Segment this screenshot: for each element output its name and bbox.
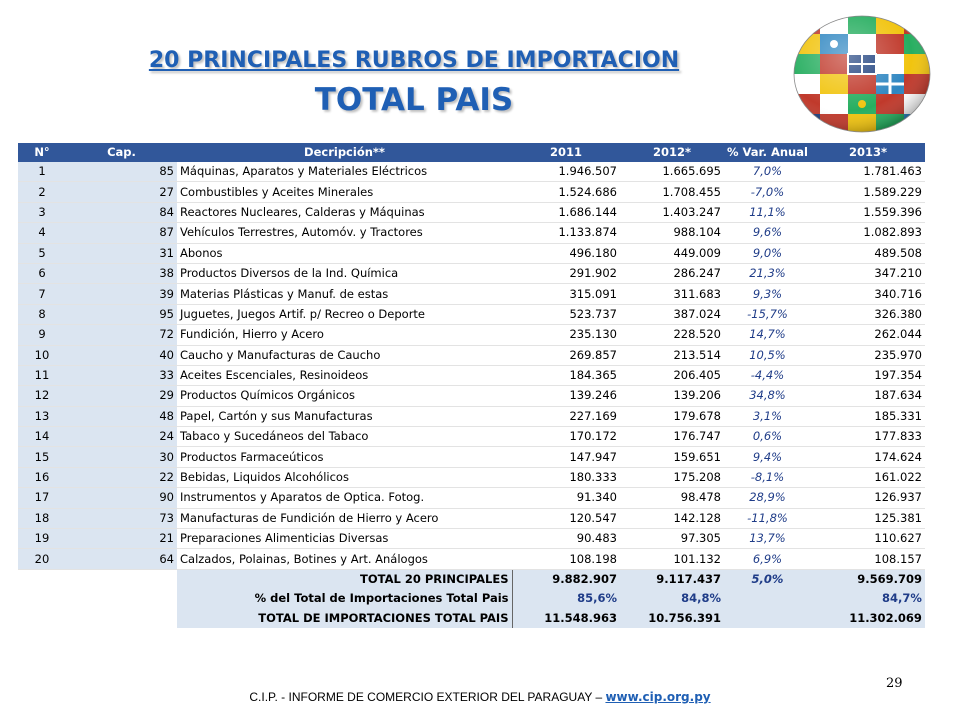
- value-2013: 489.508: [811, 243, 925, 263]
- table-row: [18, 488, 925, 508]
- chapter-code: 73: [66, 508, 177, 528]
- table-row: [18, 202, 925, 222]
- value-2013: 125.381: [811, 508, 925, 528]
- annual-variation: 9,0%: [724, 243, 811, 263]
- value-2011: 184.365: [512, 365, 620, 385]
- annual-variation: 13,7%: [724, 529, 811, 549]
- annual-variation: -11,8%: [724, 508, 811, 528]
- value-2011: 108.198: [512, 549, 620, 569]
- description: Máquinas, Aparatos y Materiales Eléctricos: [177, 162, 512, 182]
- page-subtitle: TOTAL PAIS: [314, 82, 514, 118]
- value-2013: 235.970: [811, 345, 925, 365]
- summary-2013: 11.302.069: [811, 609, 925, 628]
- footer-text: C.I.P. - INFORME DE COMERCIO EXTERIOR DEL PARAGUAY –: [249, 690, 606, 704]
- chapter-code: 90: [66, 488, 177, 508]
- value-2013: 161.022: [811, 467, 925, 487]
- value-2012: 175.208: [620, 467, 724, 487]
- value-2011: 147.947: [512, 447, 620, 467]
- value-2013: 1.781.463: [811, 162, 925, 182]
- footer: [0, 690, 960, 704]
- value-2012: 1.665.695: [620, 162, 724, 182]
- summary-2011: 11.548.963: [512, 609, 620, 628]
- description: Vehículos Terrestres, Automóv. y Tractores: [177, 223, 512, 243]
- annual-variation: 34,8%: [724, 386, 811, 406]
- column-header: 2013*: [811, 143, 925, 162]
- value-2013: 110.627: [811, 529, 925, 549]
- chapter-code: 30: [66, 447, 177, 467]
- chapter-code: 72: [66, 325, 177, 345]
- value-2011: 315.091: [512, 284, 620, 304]
- row-number: 18: [18, 508, 66, 528]
- table-row: [18, 162, 925, 182]
- value-2013: 347.210: [811, 263, 925, 283]
- value-2013: 1.082.893: [811, 223, 925, 243]
- description: Abonos: [177, 243, 512, 263]
- value-2011: 496.180: [512, 243, 620, 263]
- description: Juguetes, Juegos Artif. p/ Recreo o Deporte: [177, 304, 512, 324]
- row-number: 8: [18, 304, 66, 324]
- value-2012: 98.478: [620, 488, 724, 508]
- annual-variation: 10,5%: [724, 345, 811, 365]
- chapter-code: 95: [66, 304, 177, 324]
- blank-cell: [66, 589, 177, 608]
- blank-cell: [66, 569, 177, 589]
- annual-variation: 9,6%: [724, 223, 811, 243]
- value-2012: 449.009: [620, 243, 724, 263]
- value-2012: 159.651: [620, 447, 724, 467]
- annual-variation: -8,1%: [724, 467, 811, 487]
- summary-2012: 10.756.391: [620, 609, 724, 628]
- summary-2011: 85,6%: [512, 589, 620, 608]
- table-row: [18, 263, 925, 283]
- annual-variation: 11,1%: [724, 202, 811, 222]
- value-2011: 1.133.874: [512, 223, 620, 243]
- value-2013: 185.331: [811, 406, 925, 426]
- website-link[interactable]: www.cip.org.py: [605, 690, 711, 704]
- value-2011: 180.333: [512, 467, 620, 487]
- row-number: 14: [18, 427, 66, 447]
- annual-variation: -4,4%: [724, 365, 811, 385]
- chapter-code: 85: [66, 162, 177, 182]
- description: Fundición, Hierro y Acero: [177, 325, 512, 345]
- value-2013: 126.937: [811, 488, 925, 508]
- summary-variation: [724, 609, 811, 628]
- chapter-code: 38: [66, 263, 177, 283]
- summary-2012: 84,8%: [620, 589, 724, 608]
- annual-variation: 7,0%: [724, 162, 811, 182]
- table-row: [18, 549, 925, 569]
- row-number: 20: [18, 549, 66, 569]
- row-number: 7: [18, 284, 66, 304]
- row-number: 9: [18, 325, 66, 345]
- summary-label: TOTAL 20 PRINCIPALES: [177, 569, 512, 589]
- row-number: 1: [18, 162, 66, 182]
- value-2011: 269.857: [512, 345, 620, 365]
- value-2013: 197.354: [811, 365, 925, 385]
- value-2012: 1.403.247: [620, 202, 724, 222]
- column-header: % Var. Anual: [724, 143, 811, 162]
- chapter-code: 48: [66, 406, 177, 426]
- description: Preparaciones Alimenticias Diversas: [177, 529, 512, 549]
- column-header: N°: [18, 143, 66, 162]
- row-number: 6: [18, 263, 66, 283]
- column-header: Decripción**: [177, 143, 512, 162]
- annual-variation: 9,4%: [724, 447, 811, 467]
- column-header: Cap.: [66, 143, 177, 162]
- summary-variation: [724, 589, 811, 608]
- value-2012: 101.132: [620, 549, 724, 569]
- table-header-row: [18, 143, 925, 162]
- value-2011: 90.483: [512, 529, 620, 549]
- table-row: [18, 386, 925, 406]
- description: Instrumentos y Aparatos de Optica. Fotog.: [177, 488, 512, 508]
- value-2011: 227.169: [512, 406, 620, 426]
- value-2013: 262.044: [811, 325, 925, 345]
- value-2013: 326.380: [811, 304, 925, 324]
- annual-variation: 28,9%: [724, 488, 811, 508]
- annual-variation: 6,9%: [724, 549, 811, 569]
- value-2012: 286.247: [620, 263, 724, 283]
- table-row: [18, 529, 925, 549]
- summary-2013: 84,7%: [811, 589, 925, 608]
- row-number: 19: [18, 529, 66, 549]
- table-row: [18, 223, 925, 243]
- value-2012: 97.305: [620, 529, 724, 549]
- value-2012: 139.206: [620, 386, 724, 406]
- table-row: [18, 243, 925, 263]
- chapter-code: 87: [66, 223, 177, 243]
- blank-cell: [66, 609, 177, 628]
- summary-variation: 5,0%: [724, 569, 811, 589]
- value-2013: 340.716: [811, 284, 925, 304]
- row-number: 3: [18, 202, 66, 222]
- row-number: 12: [18, 386, 66, 406]
- description: Reactores Nucleares, Calderas y Máquinas: [177, 202, 512, 222]
- description: Papel, Cartón y sus Manufacturas: [177, 406, 512, 426]
- table-row: [18, 427, 925, 447]
- chapter-code: 27: [66, 182, 177, 202]
- description: Aceites Escenciales, Resinoideos: [177, 365, 512, 385]
- chapter-code: 24: [66, 427, 177, 447]
- description: Tabaco y Sucedáneos del Tabaco: [177, 427, 512, 447]
- value-2012: 213.514: [620, 345, 724, 365]
- table-row: [18, 467, 925, 487]
- page-title: 20 PRINCIPALES RUBROS DE IMPORTACION: [148, 48, 680, 73]
- value-2012: 179.678: [620, 406, 724, 426]
- column-header: 2012*: [620, 143, 724, 162]
- table-row: [18, 182, 925, 202]
- row-number: 16: [18, 467, 66, 487]
- table-row: [18, 304, 925, 324]
- value-2012: 142.128: [620, 508, 724, 528]
- value-2013: 1.589.229: [811, 182, 925, 202]
- table-row: [18, 406, 925, 426]
- summary-2012: 9.117.437: [620, 569, 724, 589]
- value-2011: 91.340: [512, 488, 620, 508]
- world-flags-globe-icon: [792, 14, 932, 134]
- summary-label: % del Total de Importaciones Total Pais: [177, 589, 512, 608]
- description: Materias Plásticas y Manuf. de estas: [177, 284, 512, 304]
- annual-variation: -7,0%: [724, 182, 811, 202]
- value-2013: 108.157: [811, 549, 925, 569]
- blank-cell: [18, 609, 66, 628]
- summary-row: [18, 609, 925, 628]
- table-row: [18, 508, 925, 528]
- annual-variation: -15,7%: [724, 304, 811, 324]
- annual-variation: 14,7%: [724, 325, 811, 345]
- description: Manufacturas de Fundición de Hierro y Acero: [177, 508, 512, 528]
- chapter-code: 40: [66, 345, 177, 365]
- description: Combustibles y Aceites Minerales: [177, 182, 512, 202]
- row-number: 4: [18, 223, 66, 243]
- annual-variation: 9,3%: [724, 284, 811, 304]
- value-2013: 187.634: [811, 386, 925, 406]
- table-row: [18, 447, 925, 467]
- row-number: 17: [18, 488, 66, 508]
- chapter-code: 64: [66, 549, 177, 569]
- summary-row: [18, 589, 925, 608]
- value-2011: 170.172: [512, 427, 620, 447]
- table-row: [18, 325, 925, 345]
- chapter-code: 21: [66, 529, 177, 549]
- page-number: 29: [886, 676, 903, 691]
- value-2012: 387.024: [620, 304, 724, 324]
- column-header: 2011: [512, 143, 620, 162]
- description: Productos Químicos Orgánicos: [177, 386, 512, 406]
- annual-variation: 0,6%: [724, 427, 811, 447]
- chapter-code: 22: [66, 467, 177, 487]
- summary-row: [18, 569, 925, 589]
- summary-label: TOTAL DE IMPORTACIONES TOTAL PAIS: [177, 609, 512, 628]
- summary-2011: 9.882.907: [512, 569, 620, 589]
- description: Productos Diversos de la Ind. Química: [177, 263, 512, 283]
- table-row: [18, 284, 925, 304]
- value-2011: 1.946.507: [512, 162, 620, 182]
- summary-2013: 9.569.709: [811, 569, 925, 589]
- value-2012: 311.683: [620, 284, 724, 304]
- value-2011: 235.130: [512, 325, 620, 345]
- row-number: 5: [18, 243, 66, 263]
- annual-variation: 21,3%: [724, 263, 811, 283]
- value-2011: 120.547: [512, 508, 620, 528]
- description: Calzados, Polainas, Botines y Art. Análogos: [177, 549, 512, 569]
- blank-cell: [18, 569, 66, 589]
- row-number: 2: [18, 182, 66, 202]
- row-number: 11: [18, 365, 66, 385]
- row-number: 10: [18, 345, 66, 365]
- row-number: 15: [18, 447, 66, 467]
- value-2011: 139.246: [512, 386, 620, 406]
- table-row: [18, 345, 925, 365]
- chapter-code: 33: [66, 365, 177, 385]
- value-2012: 1.708.455: [620, 182, 724, 202]
- imports-table: [18, 143, 925, 628]
- value-2011: 1.524.686: [512, 182, 620, 202]
- value-2013: 174.624: [811, 447, 925, 467]
- annual-variation: 3,1%: [724, 406, 811, 426]
- description: Productos Farmaceúticos: [177, 447, 512, 467]
- chapter-code: 29: [66, 386, 177, 406]
- value-2012: 228.520: [620, 325, 724, 345]
- value-2013: 177.833: [811, 427, 925, 447]
- value-2011: 1.686.144: [512, 202, 620, 222]
- value-2013: 1.559.396: [811, 202, 925, 222]
- chapter-code: 31: [66, 243, 177, 263]
- description: Bebidas, Liquidos Alcohólicos: [177, 467, 512, 487]
- description: Caucho y Manufacturas de Caucho: [177, 345, 512, 365]
- chapter-code: 39: [66, 284, 177, 304]
- value-2011: 291.902: [512, 263, 620, 283]
- chapter-code: 84: [66, 202, 177, 222]
- value-2012: 206.405: [620, 365, 724, 385]
- blank-cell: [18, 589, 66, 608]
- value-2012: 988.104: [620, 223, 724, 243]
- value-2012: 176.747: [620, 427, 724, 447]
- row-number: 13: [18, 406, 66, 426]
- table-row: [18, 365, 925, 385]
- value-2011: 523.737: [512, 304, 620, 324]
